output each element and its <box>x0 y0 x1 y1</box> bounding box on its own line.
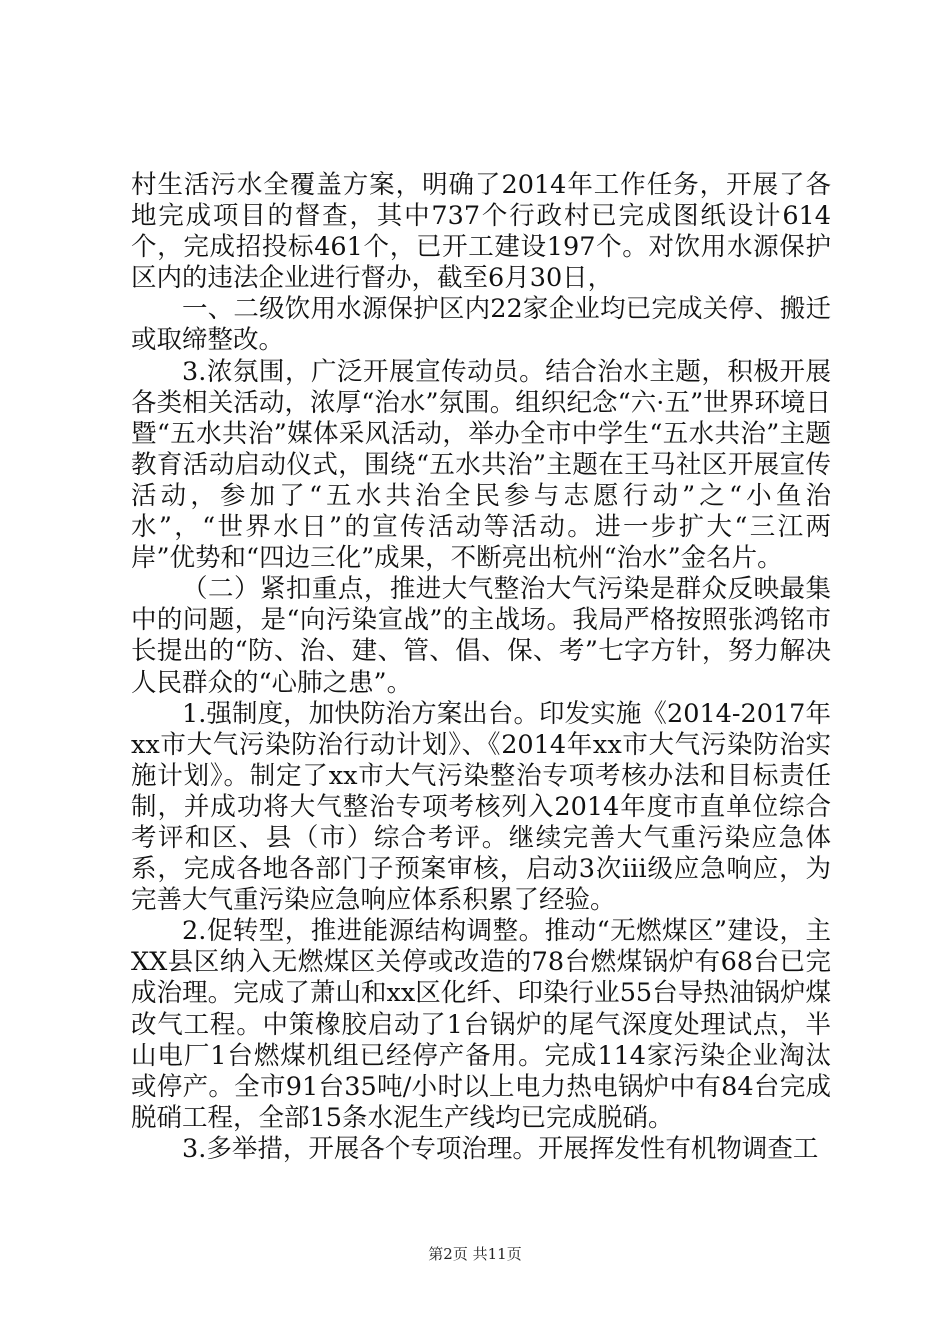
paragraph-4: （二）紧扣重点，推进大气整治大气污染是群众反映最集中的问题，是“向污染宣战”的主战场。我局严格按照张鸿铭市长提出的“防、治、建、管、倡、保、考”七字方针，努力解决人民群众的“心肺之患”。 <box>131 574 831 698</box>
document-body <box>131 170 831 1165</box>
paragraph-5: 1.强制度，加快防治方案出台。印发实施《2014-2017年xx市大气污染防治行动计划》、《2014年xx市大气污染防治实施计划》。制定了xx市大气污染整治专项考核办法和目标责任制，并成功将大气整治专项考核列入2014年度市直单位综合考评和区、县（市）综合考评。继续完善大气重污染应急体系，完成各地各部门子预案审核，启动3次iii级应急响应，为完善大气重污染应急响应体系积累了经验。 <box>131 698 831 916</box>
paragraph-7: 3.多举措，开展各个专项治理。开展挥发性有机物调查工 <box>182 1133 819 1164</box>
page-number-footer: 第2页 共11页 <box>428 1245 522 1263</box>
paragraph-2: 一、二级饮用水源保护区内22家企业均已完成关停、搬迁或取缔整改。 <box>131 294 831 356</box>
paragraph-3: 3.浓氛围，广泛开展宣传动员。结合治水主题，积极开展各类相关活动，浓厚“治水”氛围。组织纪念“六·五”世界环境日暨“五水共治”媒体采风活动，举办全市中学生“五水共治”主题教育活动启动仪式，围绕“五水共治”主题在王马社区开展宣传活动，参加了“五水共治全民参与志愿行动”之“小鱼治水”，“世界水日”的宣传活动等活动。进一步扩大“三江两岸”优势和“四边三化”成果，不断亮出杭州“治水”金名片。 <box>131 356 831 574</box>
paragraph-1: 村生活污水全覆盖方案，明确了2014年工作任务，开展了各地完成项目的督查，其中737个行政村已完成图纸设计614个，完成招投标461个，已开工建设197个。对饮用水源保护区内的违法企业进行督办，截至6月30日， <box>131 170 831 294</box>
paragraph-6: 2.促转型，推进能源结构调整。推动“无燃煤区”建设，主XX县区纳入无燃煤区关停或改造的78台燃煤锅炉有68台已完成治理。完成了萧山和xx区化纤、印染行业55台导热油锅炉煤改气工程。中策橡胶启动了1台锅炉的尾气深度处理试点，半山电厂1台燃煤机组已经停产备用。完成114家污染企业淘汰或停产。全市91台35吨/小时以上电力热电锅炉中有84台完成脱硝工程，全部15条水泥生产线均已完成脱硝。 <box>131 916 831 1133</box>
